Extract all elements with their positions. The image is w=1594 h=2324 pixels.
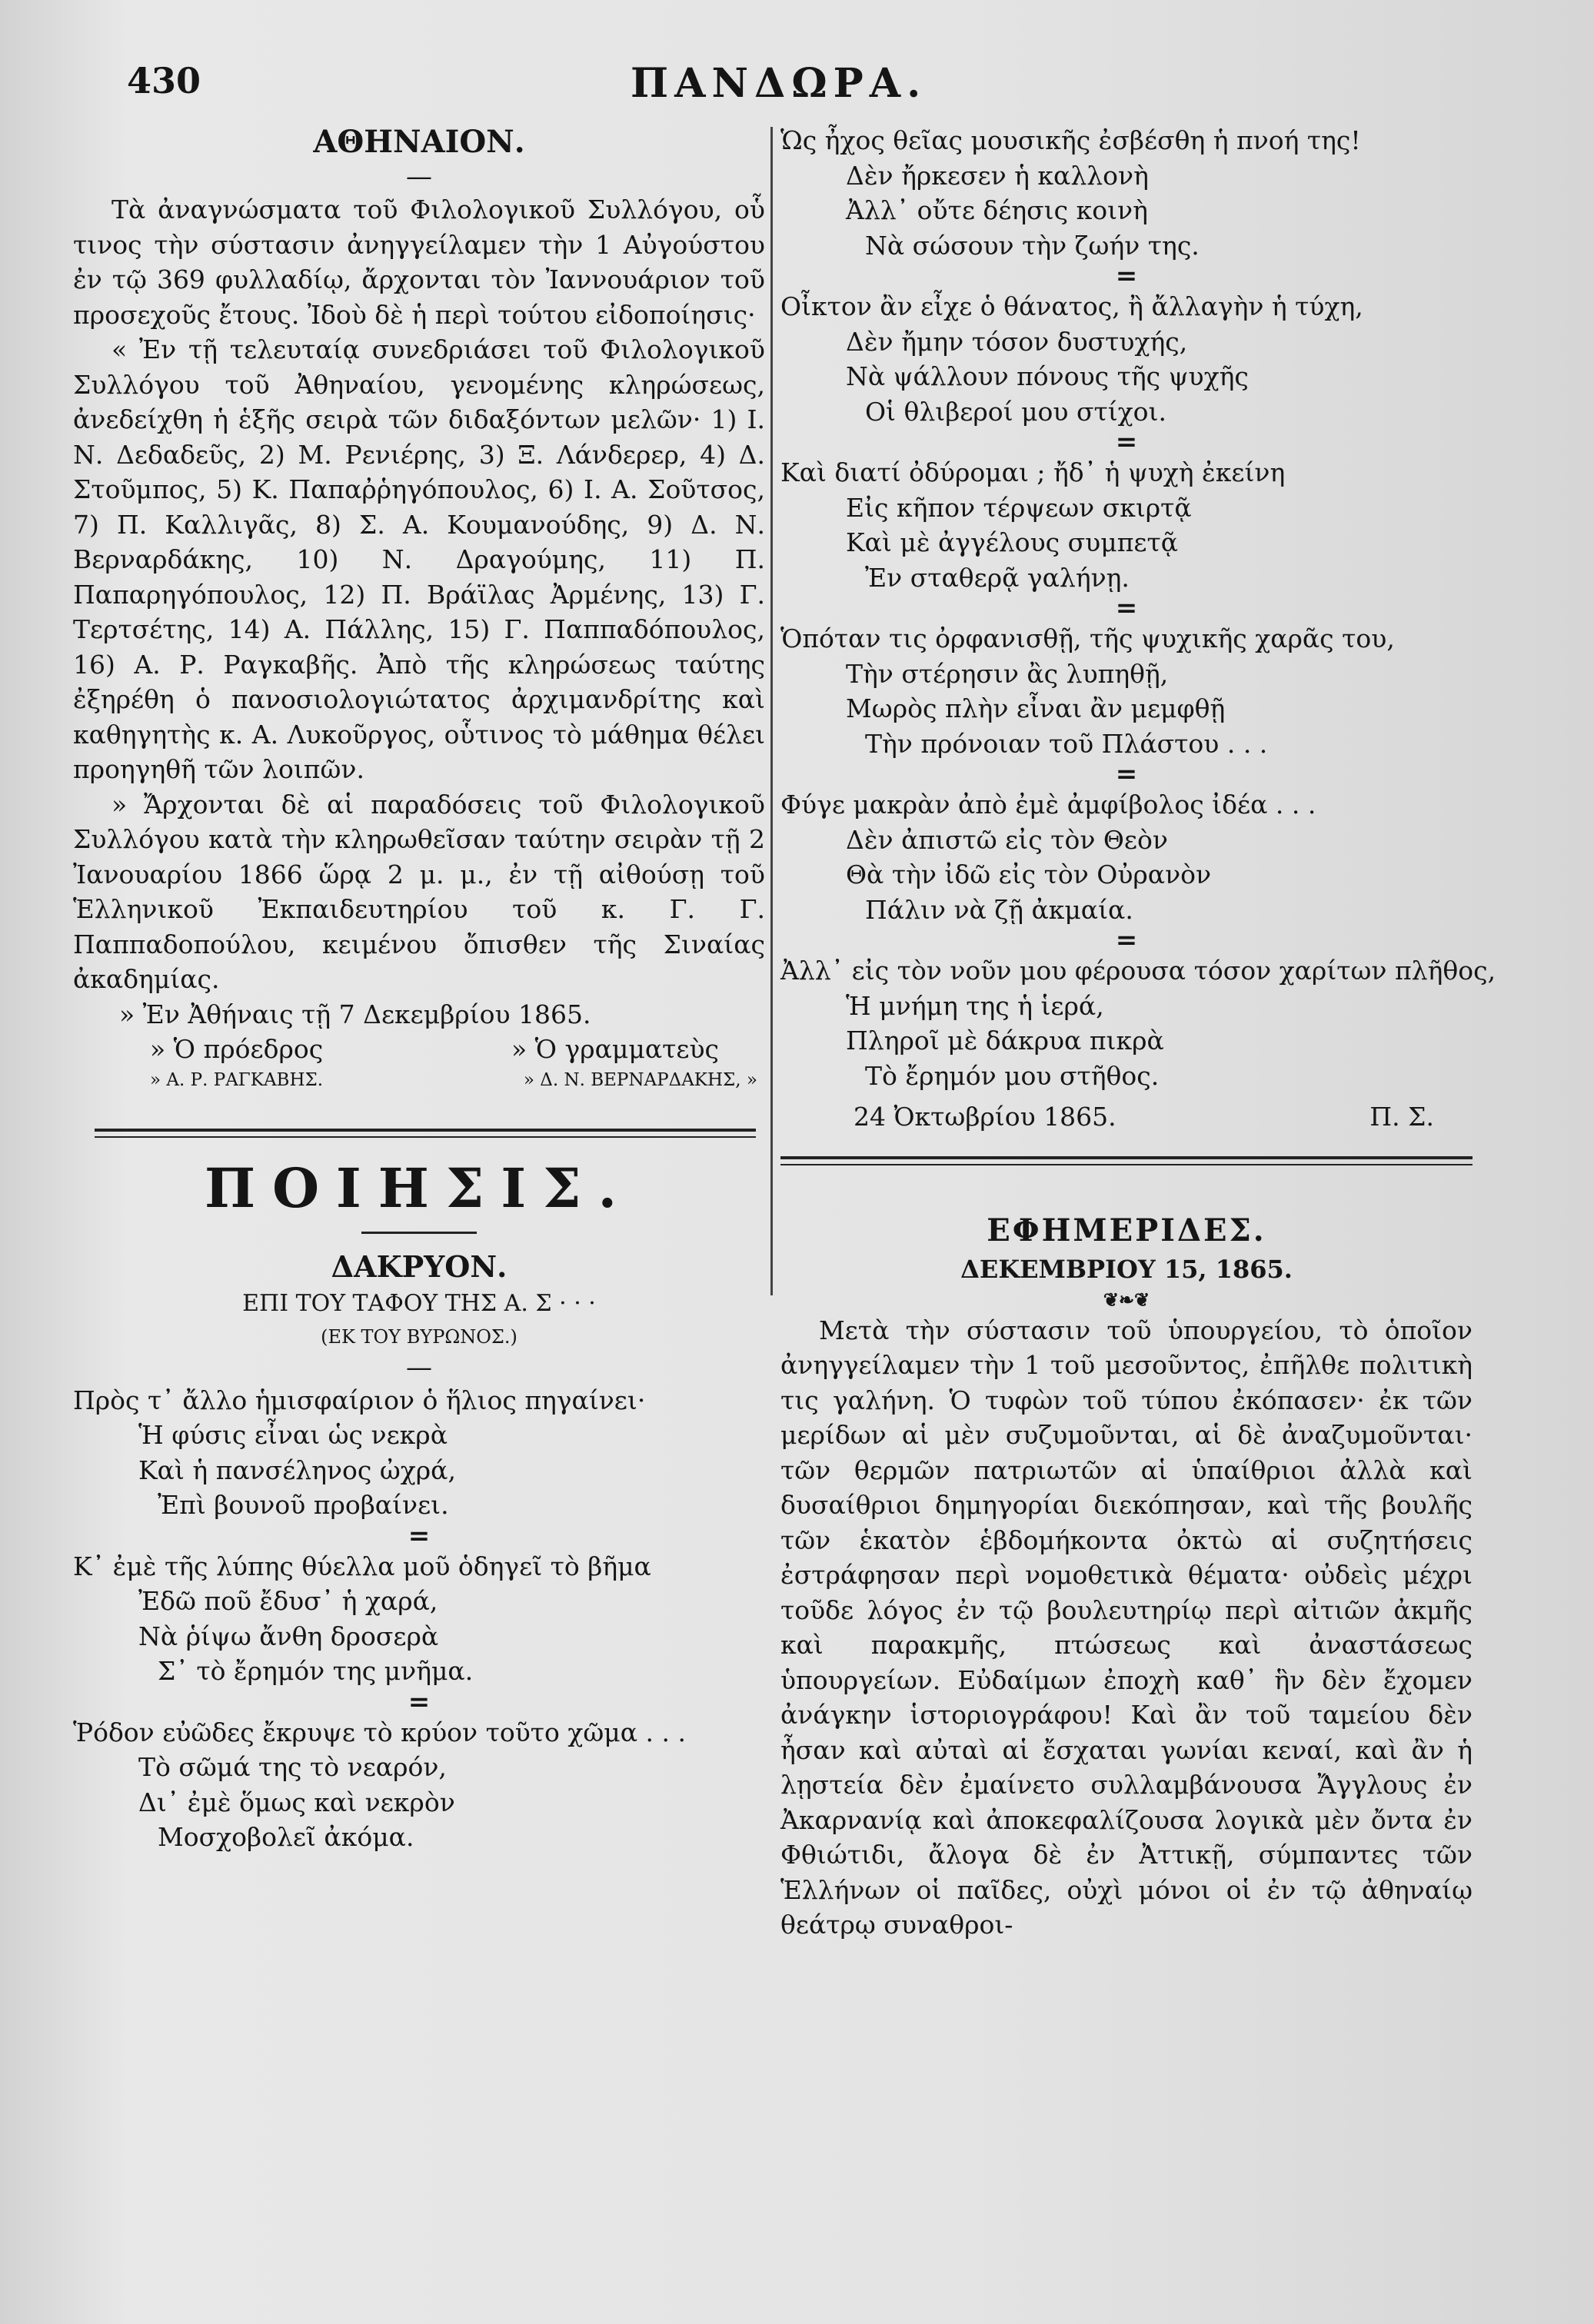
poem-right-stanzas [780,123,1496,1093]
poem-source: (ΕΚ ΤΟΥ ΒΥΡΩΝΟΣ.) [321,1325,517,1348]
poem-line: Ἐδῶ ποῦ ἔδυσ᾿ ἡ χαρά, [138,1586,438,1616]
poem-line: Καὶ διατί ὀδύρομαι ; ἤδ᾿ ἡ ψυχὴ ἐκείνη [780,457,1286,487]
column-divider [770,127,773,1295]
signature-names [73,1067,765,1093]
section-rule [780,1156,1473,1165]
poem-line: Ὁπόταν τις ὀρφανισθῇ, τῆς ψυχικῆς χαρᾶς του, [780,623,1395,653]
poem-line: Νὰ ψάλλουν πόνους τῆς ψυχῆς [846,361,1249,391]
poem-line: Τὸ σῶμά της τὸ νεαρόν, [138,1752,447,1782]
stanza-separator: = [1115,759,1138,790]
poem-line: Πάλιν νὰ ζῇ ἀκμαία. [865,894,1133,925]
poem-line: Πληροῖ μὲ δάκρυα πικρὰ [846,1026,1164,1056]
poem-line: Δὲν ἤρκεσεν ἡ καλλονὴ [846,160,1149,191]
right-column [780,123,1496,1943]
poem-line: Τὴν πρόνοιαν τοῦ Πλάστου . . . [865,728,1268,759]
poem-line: Εἰς κῆπον τέρψεων σκιρτᾷ [846,492,1192,523]
poem-line: Ἡ μνήμη της ἡ ἱερά, [846,990,1104,1021]
poem-line: Ἀλλ᾿ οὔτε δέησις κοινὴ [846,195,1148,225]
poem-line: Οἶκτον ἂν εἶχε ὁ θάνατος, ἢ ἄλλαγὴν ἡ τύχη, [780,291,1363,321]
title-dash: — [406,161,432,192]
poem-line: Καὶ μὲ ἀγγέλους συμπετᾷ [846,527,1179,557]
poem-line: Ἐπὶ βουνοῦ προβαίνει. [158,1490,449,1520]
athenaion-date-line: » Ἐν Ἀθήναις τῇ 7 Δεκεμβρίου 1865. [119,999,591,1029]
poem-line: Μωρὸς πλὴν εἶναι ἂν μεμφθῇ [846,693,1226,723]
poem-line: Οἱ θλιβεροί μου στίχοι. [865,396,1166,427]
poem-line: Καὶ ἡ πανσέληνος ὠχρά, [138,1455,456,1485]
stanza-separator: = [1115,593,1138,623]
poem-initials: Π. Σ. [1369,1102,1434,1132]
poem-line: Νὰ σώσουν τὴν ζωήν της. [865,230,1200,261]
poem-title: ΔΑΚΡΥΟΝ. [331,1248,507,1284]
poem-line: Δὲν ἀπιστῶ εἰς τὸν Θεὸν [846,824,1168,855]
ephemerides-text: Μετὰ τὴν σύστασιν τοῦ ὑπουργείου, τὸ ὁποῖον ἀνηγγείλαμεν τὴν 1 τοῦ μεσοῦντος, ἐπῆλθε πολιτικὴ τις γαλήνη. Ὁ τυφὼν τοῦ τύπου ἐκόπασεν· ἐκ τῶν μερίδων αἱ μὲν συζυμοῦνται, αἱ δὲ ἀναζυμοῦνται· τῶν θερμῶν πατριωτῶν αἱ ὑπαίθριοι ἀλλὰ καὶ δυσαίθριοι δημηγορίαι διεκόπησαν, καὶ τῆς βουλῆς τῶν ἑκατὸν ἑβδομήκοντα ὀκτὼ αἱ συζητήσεις ἐστράφησαν περὶ νομοθετικὰ θέματα· οὐδεὶς μέχρι τοῦδε λόγος ἐν τῷ βουλευτηρίῳ περὶ αἰτιῶν ἀκμῆς καὶ παρακμῆς, πτώσεως καὶ ἀναστάσεως ὑπουργείων. Εὐδαίμων ἐποχὴ καθ᾿ ἣν δὲν ἔχομεν ἀνάγκην ἱστοριογράφου! Καὶ ἂν τοῦ ταμείου δὲν ἦσαν καὶ αὐταὶ αἱ ἔσχαται γωνίαι κεναί, καὶ ἂν ἡ λῃστεία δὲν ἐμαίνετο συλλαμβάνουσα Ἄγγλους ἐν Ἀκαρνανίᾳ καὶ ἀποκεφαλίζουσα λογικὰ μὲν ὄντα ἐν Φθιώτιδι, ἄλογα δὲ ἐν Ἀττικῇ, σύμπαντες τῶν Ἑλλήνων οἱ παῖδες, οὐχὶ μόνοι οἱ ἐν τῷ ἀθηναίῳ θεάτρῳ συναθροι- [780,1315,1473,1940]
poem-line: Δὲν ἤμην τόσον δυστυχής, [846,326,1188,357]
signature-label-secretary: » Ὁ γραμματεὺς [511,1034,719,1064]
section-title-ephemerides: ΕΦΗΜΕΡΙΔΕΣ. [987,1212,1266,1248]
athenaion-paragraph-2: « Ἐν τῇ τελευταίᾳ συνεδριάσει τοῦ Φιλολογικοῦ Συλλόγου τοῦ Ἀθηναίου, γενομένης κληρώσεως, ἀνεδείχθη ἡ ἑξῆς σειρὰ τῶν διδαξόντων μελῶν· 1) Ι. Ν. Δεδαδεῦς, 2) Μ. Ρενιέρης, 3) Ξ. Λάνδερερ, 4) Δ. Στοῦμπος, 5) Κ. Παπαῤῥηγόπουλος, 6) Ι. Α. Σοῦτσος, 7) Π. Καλλιγᾶς, 8) Σ. Α. Κουμανούδης, 9) Δ. Ν. Βερναρδάκης, 10) Ν. Δραγούμης, 11) Π. Παπαρηγόπουλος, 12) Π. Βράϊλας Ἀρμένης, 13) Γ. Τερτσέτης, 14) Α. Πάλλης, 15) Γ. Παππαδόπουλος, 16) Α. Ρ. Ραγκαβῆς. Ἀπὸ τῆς κληρώσεως ταύτης ἐξηρέθη ὁ πανοσιολογιώτατος ἀρχιμανδρίτης καὶ καθηγητὴς κ. Α. Λυκοῦργος, οὗτινος τὸ μάθημα θέλει προηγηθῆ τῶν λοιπῶν. [73,334,765,784]
signature-name-president: » Α. Ρ. ΡΑΓΚΑΒΗΣ. [150,1069,324,1090]
poem-line: Φύγε μακρὰν ἀπὸ ἐμὲ ἀμφίβολος ἰδέα . . . [780,790,1316,820]
stanza-separator: = [408,1520,431,1551]
stanza-separator: = [1115,261,1138,291]
poem-line: Μοσχοβολεῖ ἀκόμα. [158,1822,414,1852]
poem-line: Τὸ ἔρημόν μου στῆθος. [865,1060,1160,1091]
section-rule [95,1129,756,1138]
poem-line: Τὴν στέρησιν ἂς λυπηθῇ, [846,658,1169,689]
poem-subtitle: ΕΠΙ ΤΟΥ ΤΑΦΟΥ ΤΗΣ Α. Σ · · · [242,1289,596,1317]
poem-signature [780,1093,1473,1135]
signature-name-secretary: » Δ. Ν. ΒΕΡΝΑΡΔΑΚΗΣ, » [523,1069,757,1090]
poem-left-stanzas [73,1383,765,1855]
running-title: ΠΑΝΔΩΡΑ. [631,60,927,107]
stanza-separator: = [1115,925,1138,956]
poem-date: 24 Ὀκτωβρίου 1865. [854,1102,1116,1132]
poem-line: Θὰ τὴν ἰδῶ εἰς τὸν Οὐρανὸν [846,859,1212,889]
page-number: 430 [127,60,201,101]
signature-label-president: » Ὁ πρόεδρος [150,1034,324,1064]
stanza-separator: = [408,1686,431,1717]
stanza-separator: = [1115,427,1138,457]
left-column [73,123,765,1855]
section-title-poiesis: ΠΟΙΗΣΙΣ. [204,1155,634,1220]
poem-line: Ἡ φύσις εἶναι ὡς νεκρὰ [138,1420,448,1450]
poem-dash: — [406,1352,432,1383]
title-underline [361,1232,477,1234]
poem-line: Ὡς ἦχος θεῖας μουσικῆς ἐσβέσθη ἡ πνοή της! [780,125,1361,155]
athenaion-paragraph-3: » Ἄρχονται δὲ αἱ παραδόσεις τοῦ Φιλολογικοῦ Συλλόγου κατὰ τὴν κληρωθεῖσαν ταύτην σειρὰν τῇ 2 Ἰανουαρίου 1866 ὥρᾳ 2 μ. μ., ἐν τῇ αἰθούσῃ τοῦ Ἑλληνικοῦ Ἐκπαιδευτηρίου τοῦ κ. Γ. Γ. Παππαδοπούλου, κειμένου ὄπισθεν τῆς Σιναίας ἀκαδημίας. [73,789,765,994]
section-title-athenaion: ΑΘΗΝΑΙΟΝ. [313,124,525,160]
poem-line: Ἐν σταθερᾷ γαλήνῃ. [865,562,1130,593]
signature-labels [73,1032,765,1067]
poem-line: Δι᾿ ἐμὲ ὅμως καὶ νεκρὸν [138,1787,455,1817]
poem-line: Σ᾿ τὸ ἔρημόν της μνῆμα. [158,1656,474,1686]
poem-line: Νὰ ῥίψω ἄνθη δροσερὰ [138,1621,439,1651]
poem-line: Πρὸς τ᾿ ἄλλο ἡμισφαίριον ὁ ἥλιος πηγαίνει· [73,1385,646,1415]
ephemerides-date: ΔΕΚΕΜΒΡΙΟΥ 15, 1865. [960,1254,1293,1284]
poem-line: Ῥόδον εὐῶδες ἔκρυψε τὸ κρύον τοῦτο χῶμα . . . [73,1717,686,1747]
athenaion-paragraph-1: Τὰ ἀναγνώσματα τοῦ Φιλολογικοῦ Συλλόγου, οὗ τινος τὴν σύστασιν ἀνηγγείλαμεν τὴν 1 Αὐγούστου ἐν τῷ 369 φυλλαδίῳ, ἄρχονται τὸν Ἰαννουάριον τοῦ προσεχοῦς ἔτους. Ἰδοὺ δὲ ἡ περὶ τούτου εἰδοποίησις· [73,194,765,330]
poem-line: Ἀλλ᾿ εἰς τὸν νοῦν μου φέρουσα τόσον χαρίτων πλῆθος, [780,956,1496,986]
poem-line: Κ᾿ ἐμὲ τῆς λύπης θύελλα μοῦ ὁδηγεῖ τὸ βῆμα [73,1551,651,1581]
ornament: ❦❧❦ [1103,1288,1150,1311]
